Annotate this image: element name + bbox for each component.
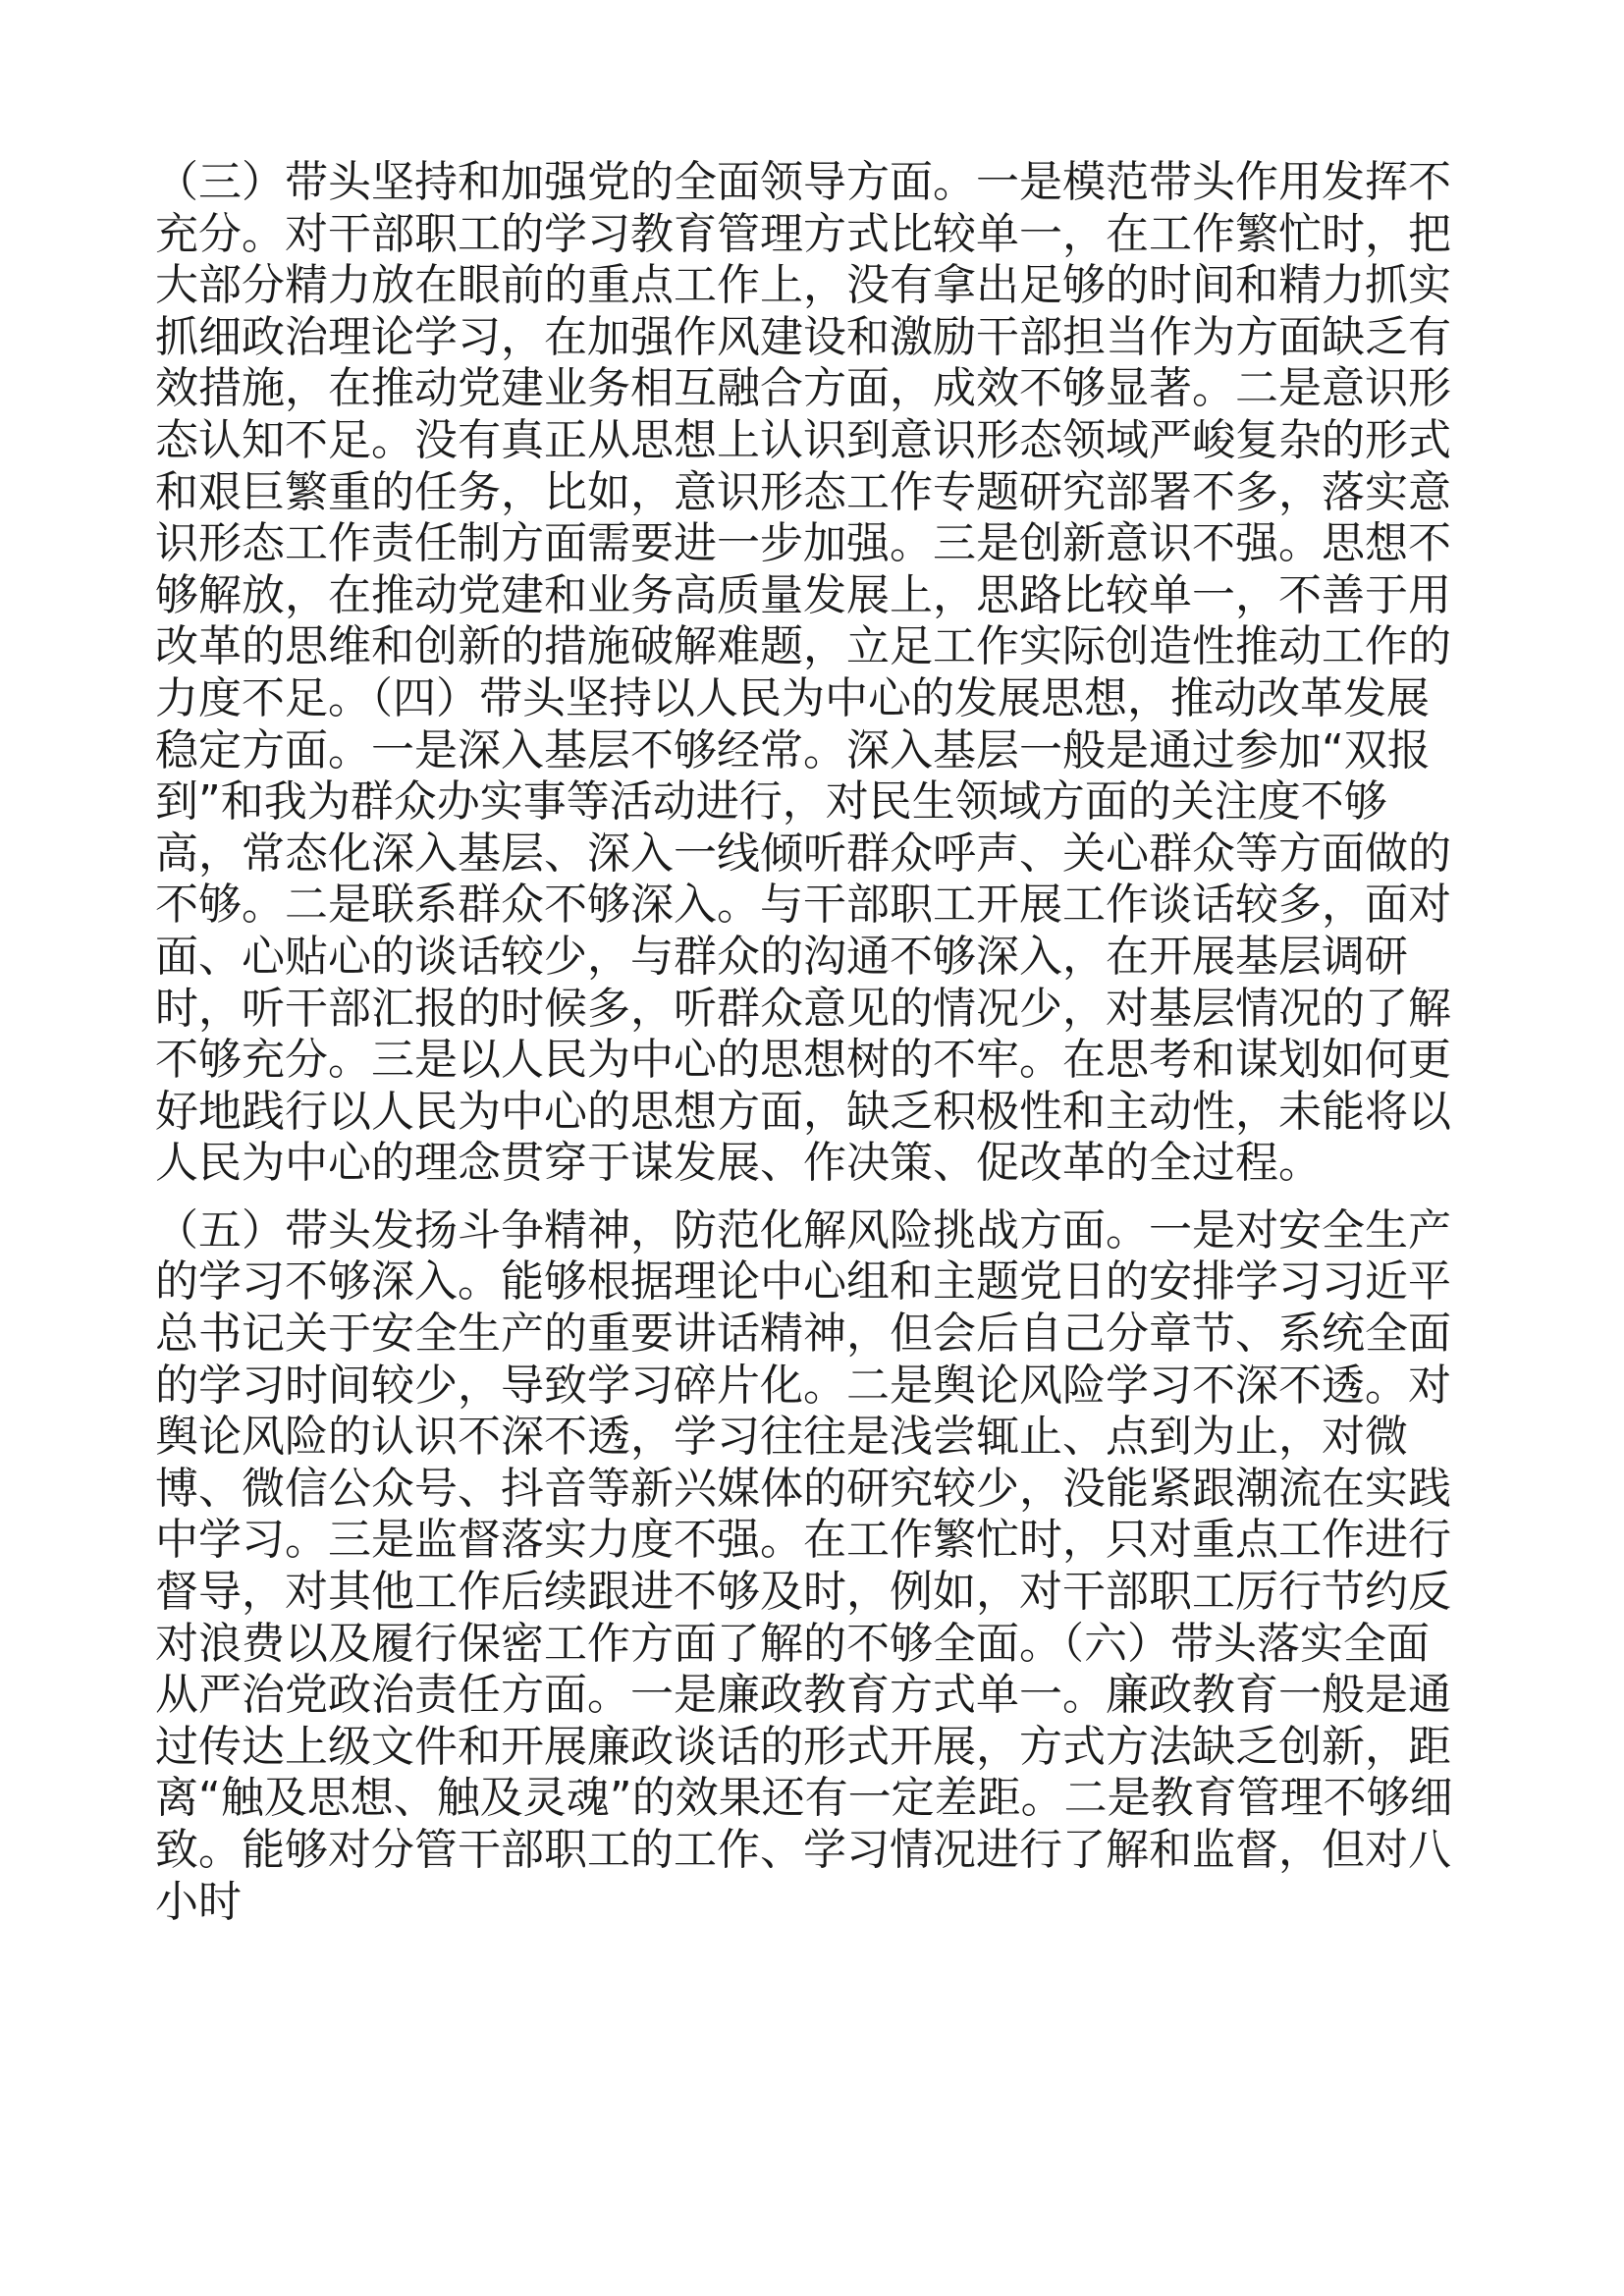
document-page bbox=[155, 157, 1471, 1928]
paragraph-gap bbox=[155, 1190, 1471, 1205]
paragraph-section-3-4: （三）带头坚持和加强党的全面领导方面。一是模范带头作用发挥不充分。对干部职工的学习教育管理方式比较单一，在工作繁忙时，把大部分精力放在眼前的重点工作上，没有拿出足够的时间和精力抓实抓细政治理论学习，在加强作风建设和激励干部担当作为方面缺乏有效措施，在推动党建业务相互融合方面，成效不够显著。二是意识形态认知不足。没有真正从思想上认识到意识形态领域严峻复杂的形式和艰巨繁重的任务，比如，意识形态工作专题研究部署不多，落实意识形态工作责任制方面需要进一步加强。三是创新意识不强。思想不够解放，在推动党建和业务高质量发展上，思路比较单一，不善于用改革的思维和创新的措施破解难题，立足工作实际创造性推动工作的力度不足。（四）带头坚持以人民为中心的发展思想，推动改革发展稳定方面。一是深入基层不够经常。深入基层一般是通过参加“双报到”和我为群众办实事等活动进行，对民生领域方面的关注度不够高，常态化深入基层、深入一线倾听群众呼声、关心群众等方面做的不够。二是联系群众不够深入。与干部职工开展工作谈话较多，面对面、心贴心的谈话较少，与群众的沟通不够深入，在开展基层调研时，听干部汇报的时候多，听群众意见的情况少，对基层情况的了解不够充分。三是以人民为中心的思想树的不牢。在思考和谋划如何更好地践行以人民为中心的思想方面，缺乏积极性和主动性，未能将以人民为中心的理念贯穿于谋发展、作决策、促改革的全过程。 bbox=[155, 157, 1451, 1189]
paragraph-section-5-6: （五）带头发扬斗争精神，防范化解风险挑战方面。一是对安全生产的学习不够深入。能够根据理论中心组和主题党日的安排学习习近平总书记关于安全生产的重要讲话精神，但会后自己分章节、系统全面的学习时间较少，导致学习碎片化。二是舆论风险学习不深不透。对舆论风险的认识不深不透，学习往往是浅尝辄止、点到为止，对微博、微信公众号、抖音等新兴媒体的研究较少，没能紧跟潮流在实践中学习。三是监督落实力度不强。在工作繁忙时，只对重点工作进行督导，对其他工作后续跟进不够及时，例如，对干部职工厉行节约反对浪费以及履行保密工作方面了解的不够全面。（六）带头落实全面从严治党政治责任方面。一是廉政教育方式单一。廉政教育一般是通过传达上级文件和开展廉政谈话的形式开展，方式方法缺乏创新，距离“触及思想、触及灵魂”的效果还有一定差距。二是教育管理不够细致。能够对分管干部职工的工作、学习情况进行了解和监督，但对八小时 bbox=[155, 1204, 1453, 1927]
